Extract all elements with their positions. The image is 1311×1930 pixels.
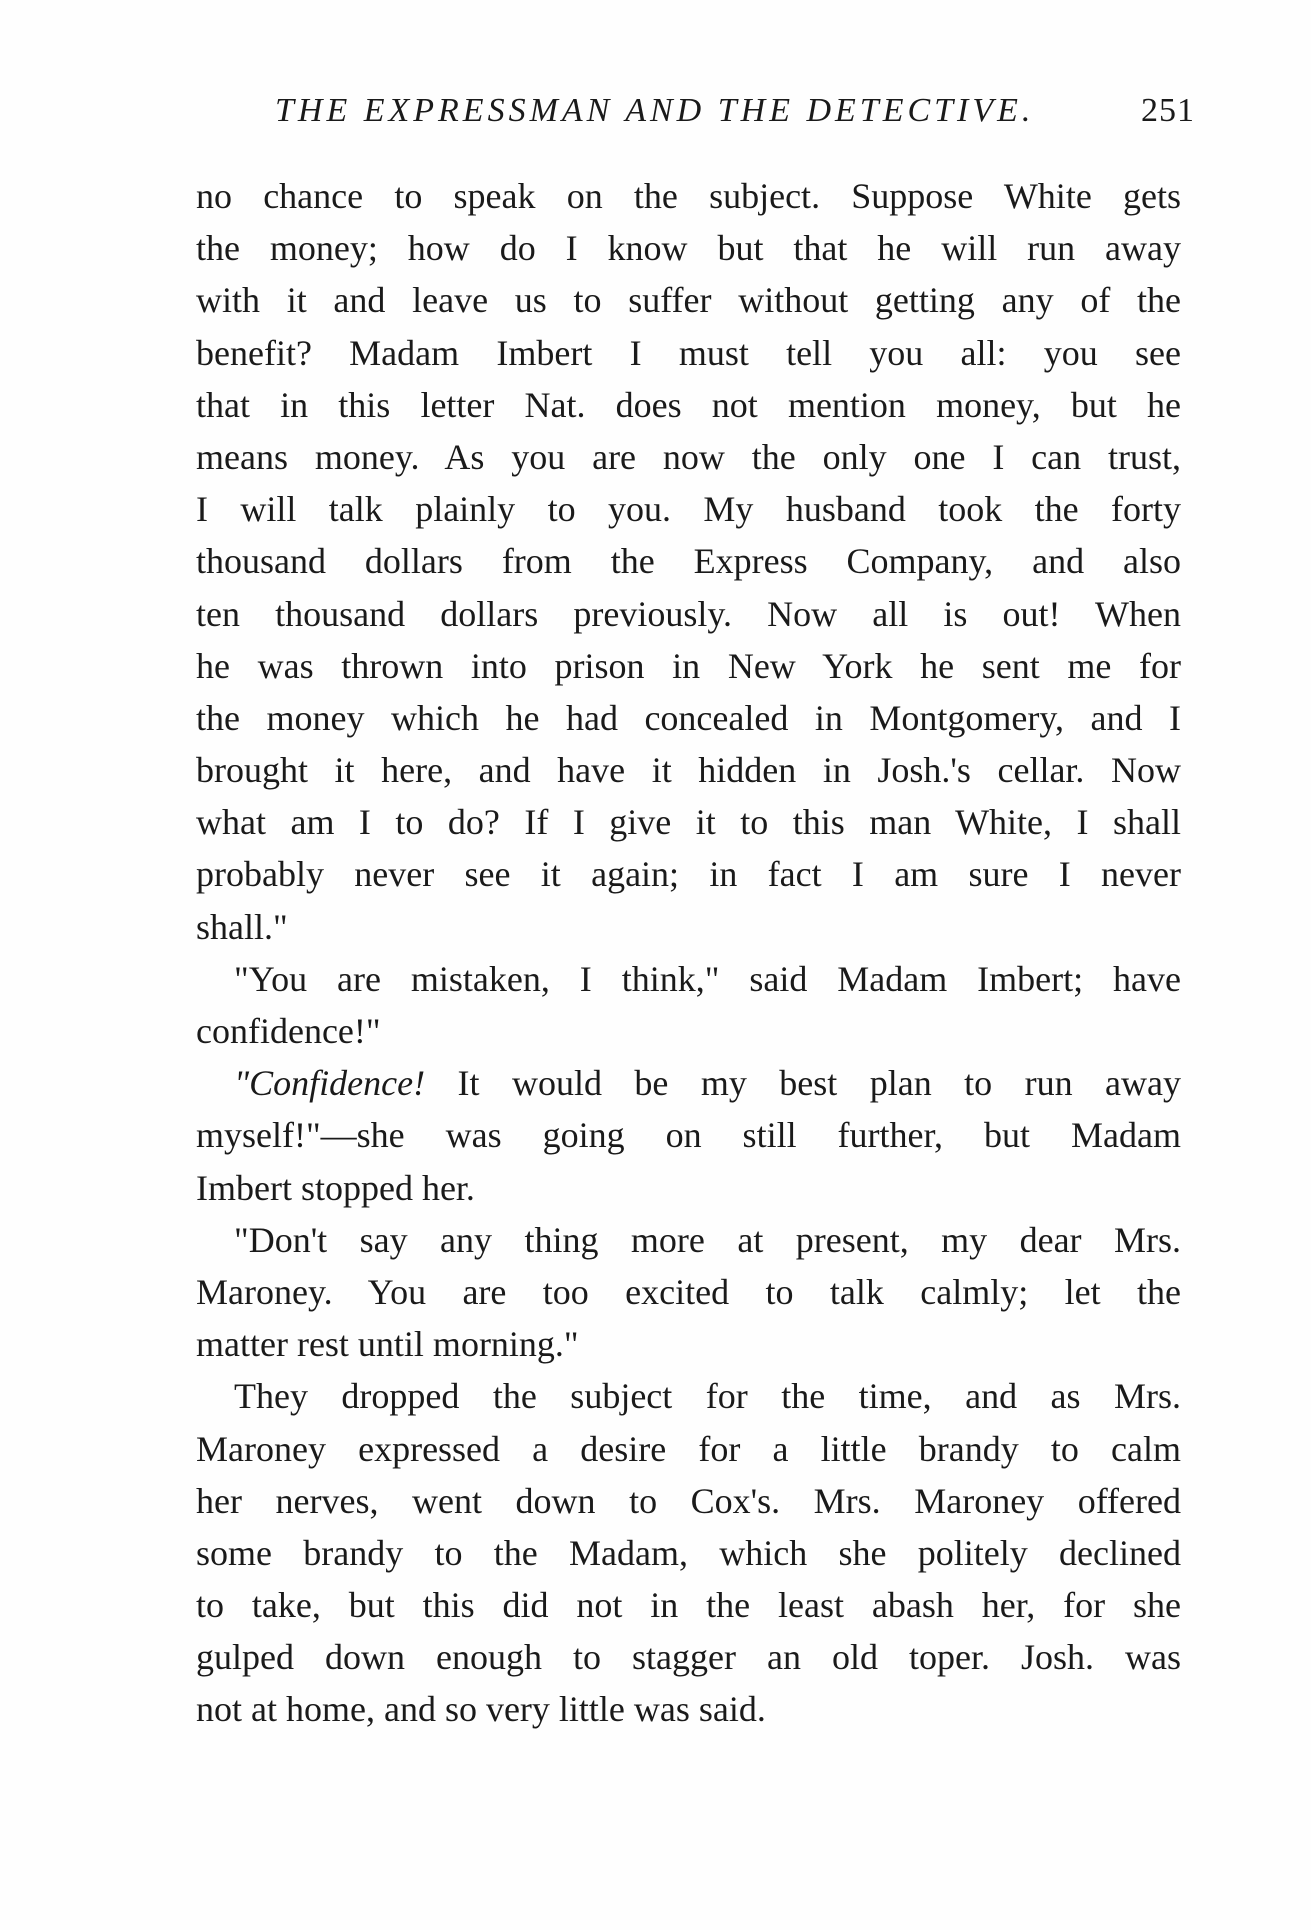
running-head (275, 92, 1195, 140)
text-line: They dropped the subject for the time, and as Mrs. (234, 1376, 1181, 1417)
italic-lead: "Confidence! (234, 1063, 426, 1104)
text-line-italic-lead (196, 1057, 1181, 1109)
page-number: 251 (1141, 92, 1195, 129)
text-line: Maroney expressed a desire for a little brandy to calm (196, 1428, 1181, 1469)
text-line: what am I to do? If I give it to this man White, I shall (196, 802, 1181, 843)
text-line: "Don't say any thing more at present, my dear Mrs. (234, 1219, 1181, 1260)
text-line: thousand dollars from the Express Company, and also (196, 541, 1181, 582)
text-line: benefit? Madam Imbert I must tell you all: you see (196, 332, 1181, 373)
text-line: her nerves, went down to Cox's. Mrs. Maroney offered (196, 1480, 1181, 1521)
text-line: shall." (196, 906, 288, 947)
running-title: THE EXPRESSMAN AND THE DETECTIVE. (275, 92, 1035, 129)
text-line: the money; how do I know but that he will run away (196, 228, 1181, 269)
text-line: I will talk plainly to you. My husband took the forty (196, 489, 1181, 530)
text-line: matter rest until morning." (196, 1324, 579, 1365)
text-line: the money which he had concealed in Montgomery, and I (196, 697, 1181, 738)
text-line: not at home, and so very little was said. (196, 1689, 766, 1730)
text-line: no chance to speak on the subject. Suppose White gets (196, 176, 1181, 216)
text-line-rest: It would be my best plan to run away (457, 1063, 1181, 1104)
text-line: brought it here, and have it hidden in Josh.'s cellar. Now (196, 750, 1181, 791)
text-line: Maroney. You are too excited to talk calmly; let the (196, 1271, 1181, 1312)
text-line: ten thousand dollars previously. Now all is out! When (196, 593, 1181, 634)
text-line: myself!"—she was going on still further, but Madam (196, 1115, 1181, 1156)
text-line: means money. As you are now the only one I can trust, (196, 436, 1181, 477)
text-line: he was thrown into prison in New York he sent me for (196, 645, 1181, 686)
text-line: that in this letter Nat. does not mention money, but he (196, 384, 1181, 425)
text-line: some brandy to the Madam, which she politely declined (196, 1532, 1181, 1573)
text-line: gulped down enough to stagger an old toper. Josh. was (196, 1637, 1181, 1678)
text-line: to take, but this did not in the least abash her, for she (196, 1585, 1181, 1626)
text-line: Imbert stopped her. (196, 1167, 475, 1208)
text-line: confidence!" (196, 1011, 381, 1051)
text-line: probably never see it again; in fact I am sure I never (196, 854, 1181, 895)
body-text (196, 170, 1181, 1736)
text-line: with it and leave us to suffer without getting any of the (196, 280, 1181, 321)
text-line: "You are mistaken, I think," said Madam Imbert; have (234, 958, 1181, 999)
